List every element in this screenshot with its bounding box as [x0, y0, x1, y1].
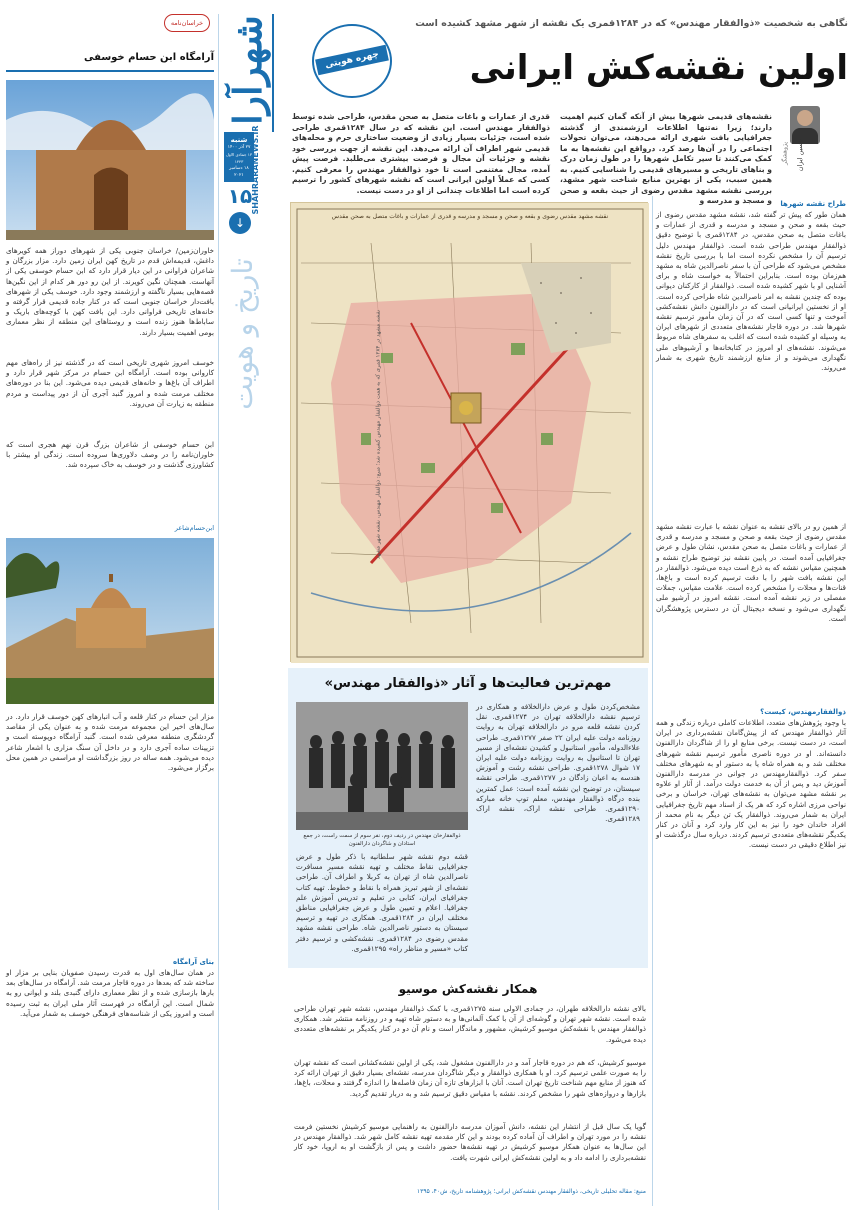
map-frame [290, 202, 648, 662]
activities-title: مهم‌ترین فعالیت‌ها و آثار «ذوالفقار مهندس» [324, 676, 612, 691]
collab-body3: گویا یک سال قبل از انتشار این نقشه، دانش آموزان مدرسه دارالفنون به راهنمایی موسیو کرشیش نخستین فرمت نقشه را در مورد تهران و اطراف آن آماده کرده بودند و این کار مقدمه تهیه نقشه کامل شهر شد. ذوالفقار مهندس در این سال‌ها به عنوان همکار موسیو کرشیش در تهیه نقشه‌ها حضور داشت و پس از بازگشت او به اروپا، خود کار نقشه‌برداری را ادامه داد و به اولین نقشه‌کش ایرانی شهرت یافت. [294, 1122, 646, 1162]
stamp-text: چهره هویتی [315, 45, 389, 76]
author-name: حسین ایزان [796, 138, 804, 172]
fortress-photo [6, 538, 214, 704]
group-photo-illustration [296, 702, 468, 830]
tomb-photo [6, 80, 214, 240]
activities-box [288, 668, 648, 968]
right-sub1: طراح نقشه شهرها [780, 200, 846, 208]
left-body5: در همان سال‌های اول به قدرت رسیدن صفویان بنایی بر مزار او ساخته شد که بعدها در دوره قاجار مرمت شد. آرامگاه در سال‌های بعد بارها بازسازی شده و از نظر معماری دارای گنبدی بلند و ایوانی رو به شمال است. این آرامگاه در فهرست آثار ملی ایران به ثبت رسیده است و امروز یکی از شناسه‌های فرهنگی خوسف به شمار می‌آید. [6, 968, 214, 1018]
left-body4: مزار ابن حسام در کنار قلعه و آب انبارهای کهن خوسف قرار دارد. در سال‌های اخیر این مجموعه مرمت شده و به عنوان یکی از مقاصد گردشگری منطقه معرفی شده است. گنبد آرامگاه دوپوسته است و تزیینات ساده آجری دارد و در داخل آن سنگ مزاری با اشعار شاعر دیده می‌شود. همه ساله در روز بزرگداشت او مراسمی در همین محل برگزار می‌شود. [6, 712, 214, 773]
date-shamsi: ۲۷ آذر ۱۴۰۰ [227, 145, 251, 150]
left-body2: خوسف امروز شهری تاریخی است که در گذشته نیز از راه‌های مهم کاروانی بوده است. آرامگاه ابن حسام در مرکز شهر قرار دارد و اطراف آن باغ‌ها و خانه‌های قدیمی دیده می‌شود. این بنا در دوره‌های مختلف مرمت شده و امروز گنبد آجری آن از دور پیداست و مردم منطقه به زیارت آن می‌روند. [6, 358, 214, 408]
group-photo [296, 702, 468, 830]
author-role: پژوهشگر [781, 141, 789, 166]
separator-right [652, 196, 653, 1206]
collab-source: منبع: مقاله تحلیلی تاریخی، ذوالفقار مهندس نقشه‌کش ایرانی؛ پژوهشنامه تاریخ، ش۴۰، ۱۳۹۵ [416, 1188, 646, 1195]
map-header-text: نقشه مشهد مقدس رضوی و بقعه و صحن و مسجد و مدرسه و قدری از عمارات و باغات متصل به صحن مقدس [331, 213, 609, 220]
masthead-strip [222, 14, 274, 704]
tomb-illustration [6, 80, 214, 240]
group-photo-caption: ذوالفقارخان مهندس در ردیف دوم، نفر سوم از سمت راست، در جمع استادان و شاگردان دارالفنون [303, 833, 461, 847]
intro-right: نقشه‌های قدیمی شهرها بیش از آنکه گمان کنیم اهمیت دارند؛ زیرا نه‌تنها اطلاعات ارزشمندی از گذشته جغرافیایی بافت شهری ارائه می‌دهند، می‌توان تحولات اجتماعی را در آن‌ها رصد کرد. درواقع این نقشه‌ها به ما کمک می‌کنند تا سیر تکامل شهرها را در طول زمان درک و بناهای تاریخی و مسیرهای قدیمی را شناسایی کنیم. به همین سبب، یکی از بهترین منابع شناخت شهر مشهد، بررسی نقشه مشهد مقدس رضوی از حیث بقعه و صحن و مسجد و مدرسه و [560, 112, 772, 205]
masthead-date-box [224, 132, 254, 182]
site-url[interactable]: SHAHRARANEWS.IR [251, 125, 260, 215]
map-caption: نقشه مشهد در ۱۲۸۴ قمری که به همت ذوالفقار مهندس کشیده شد؛ منبع: ذوالفقار مهندس، نقشه شهر مشهد [375, 309, 382, 560]
fortress-illustration [6, 538, 214, 704]
mashhad-map [291, 203, 649, 663]
date-hijri: ۱۳ جمادی الاول ۱۴۴۳ [226, 152, 252, 164]
right-sub2: ذوالفقارمهندس، کیست؟ [760, 708, 846, 716]
right-body2: از همین رو در بالای نقشه به عنوان نقشه با عبارت نقشه مشهد مقدس رضوی از حیث بقعه و صحن و مسجد و مدرسه و قدری از عمارات و باغات متصل به صحن مقدس، نشان طول و عرض جغرافیایی آمده است. در پایین نقشه نیز توضیح طراح نقشه و همچنین مقیاس نقشه که به ذرع است دیده می‌شود. ذوالفقار در این نقشه بافت شهر را با دقت ترسیم کرده است و باغ‌ها، قنات‌ها و محلات را مشخص کرده است. علامت مقیاس، جملات مفصلی در زیر نقشه آمده است. نقشه امروز در آرشیو ملی نگهداری می‌شود و نسخه دیجیتال آن در دسترس پژوهشگران است. [656, 522, 846, 623]
photo2-caption: ابن‌حسام‌شاعر [174, 524, 214, 532]
masthead-logo-box [222, 14, 274, 132]
stamp-badge [312, 24, 392, 98]
date-gregorian: ۱۸ دسامبر ۲۰۲۱ [229, 166, 249, 178]
left-rule [6, 70, 214, 72]
left-heading: آرامگاه ابن حسام خوسفی [84, 52, 214, 63]
masthead-logo: شهرآرا [225, 15, 270, 125]
separator-left [218, 14, 219, 1210]
left-column [6, 14, 214, 1210]
activities-col2: قشه دوم نقشه شهر سلطانیه با ذکر طول و عرض جغرافیایی نقاط مختلف و تهیه نقشه مسیر مسافرت ناصرالدین شاه از تهران به کربلا و اطراف آن. طراحی نقشه‌ای از شهر تبریز همراه با نقاط و خطوط. تهیه کتاب جغرافیای ایران، کتابی در تعلیم و تدریس آموزش علم جغرافیا. اعلام و تعیین طول و عرض جغرافیایی مناطق مختلف ایران در ۱۲۸۴قمری. همکاری در تهیه و ترسیم سیستان به دستور ناصرالدین شاه. طراحی نقشه مشهد مقدس رضوی در ۱۲۸۴قمری. نقشه‌کشی و ترسیم دفتر کتاب «مسیر و مناظر راه» ۱۲۹۵قمری. [296, 852, 468, 953]
left-sub3: بنای آرامگاه [173, 958, 214, 966]
collab-box [288, 974, 648, 1206]
page-title: اولین نقشه‌کش ایرانی [469, 48, 848, 88]
right-column [656, 196, 846, 1206]
left-body3: ابن حسام خوسفی از شاعران بزرگ قرن نهم هجری است که خاوران‌نامه را در وصف دلاوری‌ها سروده است. زندگی او بیشتر با کشاورزی گذشت و در خوسف به خاک سپرده شد. [6, 440, 214, 470]
kicker: نگاهی به شخصیت «ذوالفقار مهندس» که در ۱۲۸۴قمری یک نقشه از شهر مشهد کشیده است [415, 18, 848, 29]
collab-body2: موسیو کرشیش، که هم در دوره قاجار آمد و در دارالفنون مشغول شد، یکی از اولین نقشه‌کشانی است که نقشه تهران را به صورت علمی ترسیم کرد. او با همکاری ذوالفقار و دیگر شاگردان مدرسه، نقشه‌ای بسیار دقیق از تهران ارائه کرد که هنوز از منابع مهم شناخت تاریخ تهران است. آنان با ابزارهای تازه آن زمان فاصله‌ها را اندازه گرفتند و محلات، باغ‌ها، بازارها و دروازه‌های شهر را مشخص کردند. نقشه با مقیاس دقیق ترسیم شد و به دربار تقدیم گردید. [294, 1058, 646, 1098]
activities-col1: مشخص‌کردن طول و عرض دارالخلافه و همکاری در ترسیم نقشه دارالخلافه تهران در ۱۲۷۴قمری. نقل کردن نقشه قلعه مرو در دارالخلافه تهران به روایت روزنامه دولت علیه ایران ۲۲ صفر ۱۲۷۷قمری. طراحی علاءالدوله، مأمور استانبول و کشیدن نقشه‌ای از مسیر تهران تا استانبول به روایت روزنامه دولت علیه ایران ۱۷ شوال ۱۲۷۸قمری. طراحی نقشه رشت و آموزش هندسه به اعیان زادگان در ۱۲۷۷قمری. طراحی نقشه سیستان، در توضیح این نقشه آمده است: عمل کمترین بنده درگاه ذوالفقار مهندس، معلم توپ خانه مبارکه ۱۲۹۰قمری. طراحی نقشه اراک، نقشه اراک ۱۲۸۹قمری. [476, 702, 640, 824]
section-title: تاریخ و هویت [226, 258, 259, 410]
right-body1: همان طور که پیش تر گفته شد، نقشه مشهد مقدس رضوی از حیث بقعه و صحن و مسجد و مدرسه و قدری از عمارات و باغات متصل به صحن مقدس، در ۱۲۸۴قمری با توضیح دقیق ذوالفقار مهندس طراحی شده است. ذوالفقار مهندس دلیل ترسیم آن را مشخص نکرده است اما با بررسی تاریخ نقشه مشخص می‌شود که طراحی آن با سفر ناصرالدین شاه به مشهد هم‌زمان بوده است. بنابراین احتمالاً به خواست شاه و برای آشنایی او با شهر کشیده شده است. ذوالفقار از کارکنان دیوانی بوده که چندین نقشه به امر ناصرالدین شاه طراحی کرده است. او از نخستین ایرانیانی است که در دارالفنون دانش نقشه‌کشی آموخت و تنها کسی است که در آن زمان مأمور ترسیم نقشه شهرها شد. در دوره قاجار نقشه‌های متعددی از شهرهای ایران به وسیله او کشیده شده است که اغلب به سفرهای شاه مربوط می‌شوند. نقشه‌های او امروز در کتابخانه‌ها و آرشیوهای ملی نگهداری می‌شوند و از منابع ارزشمند تاریخ شهری به شمار می‌روند. [656, 210, 846, 373]
intro-left: قدری از عمارات و باغات متصل به صحن مقدس، طراحی شده توسط ذوالفقار مهندس است. این نقشه که در سال ۱۲۸۴قمری طراحی شده است، جزئیات بسیار زیادی از وضعیت ساختاری حرم و محله‌های قدیمی شهر اطراف آن ارائه می‌دهد. این نقشه از جهت بررسی خود نقشه و جزئیات آن مجال و فرصت بیشتری می‌طلبد. فرصت پیش آمده، مجال مغتنمی است تا خود ذوالفقار مهندس را معرفی کنیم. کسی که عملاً اولین ایرانی است که نقشه شهرهای کشور را ترسیم کرده است اما اطلاعات چندانی از او در دست نیست. [292, 112, 551, 195]
left-tag: خراسان‌نامه [164, 14, 210, 32]
page-number: ۱۵ [227, 184, 253, 208]
weekday: شنبه [230, 136, 248, 144]
collab-title: همکار نقشه‌کش موسیو [398, 982, 538, 996]
collab-body1: بالای نقشه دارالخلافه طهران، در جمادی الاولی سنه ۱۲۷۵قمری، با کمک ذوالفقار مهندس، نقشه شهر تهران طراحی شده است. نقشه شهر تهران و گوشه‌ای از آن با کمک آلمانی‌ها و به دستور شاه تهیه و در روزنامه منتشر شد. همکاری ذوالفقار مهندس با نقشه‌کش موسیو کرشیش، مشهور و ماندگار است و نام آن دو در کنار یکدیگر بر نقشه‌های متعددی دیده می‌شود. [294, 1004, 647, 1044]
down-arrow-icon: ↓ [229, 212, 251, 234]
left-body1: خاوران‌زمین/ خراسان جنوبی یکی از شهرهای دوراز همه کویرهای داغش، قدیمه‌اش قدم در تاریخ کهن ایران زمین دارد. مزار بزرگان و شاعران فراوانی در این دیار قرار دارد که ابن حسام خوسفی یکی از آنهاست. همچنان نگین کویرند. از این رو دور هر کدام از این نگین‌ها قصه‌هایی بسیار ناگفته و ارزشمند وجود دارد. خوسف یکی از شهرهای بافت‌دار خراسان جنوبی است که در کنار جاده قدیمی قرار گرفته و خانه‌های تاریخی فراوانی دارد. این بافت کهن با کوچه‌های باریک و ساباط‌ها هنوز زنده است و روستاهای این منطقه از نظر معماری بومی اهمیت بسیار دارند. [6, 246, 214, 337]
right-body3: با وجود پژوهش‌های متعدد، اطلاعات کاملی درباره زندگی و همه آثار ذوالفقار مهندس که از پیش‌گامان نقشه‌برداری در ایران است، در دست نیست. برخی منابع او را از شاگردان دارالفنون دانسته‌اند. او در دوره ناصری مأمور ترسیم نقشه شهرهای مختلف شد و به همراه شاه یا به دستور او به شهرهای مختلف سفر کرد. ذوالفقارمهندس در جوانی در مدرسه دارالفنون آموزش دید و پس از آن به خدمت دولت درآمد. از آثار او علاوه بر نقشه مشهد می‌توان به نقشه‌های تهران، خراسان و برخی نواحی مرزی اشاره کرد که هر یک از اسناد مهم تاریخ جغرافیایی ایران به شمار می‌روند. ذوالفقار یک تن دیگر به نام محمد از افراد خاندان خود را نیز به این کار وارد کرد و آنان در کنار یکدیگر نقشه‌های متعددی ترسیم کردند. درباره سال درگذشت او نیز اطلاع دقیقی در دست نیست. [656, 718, 846, 850]
